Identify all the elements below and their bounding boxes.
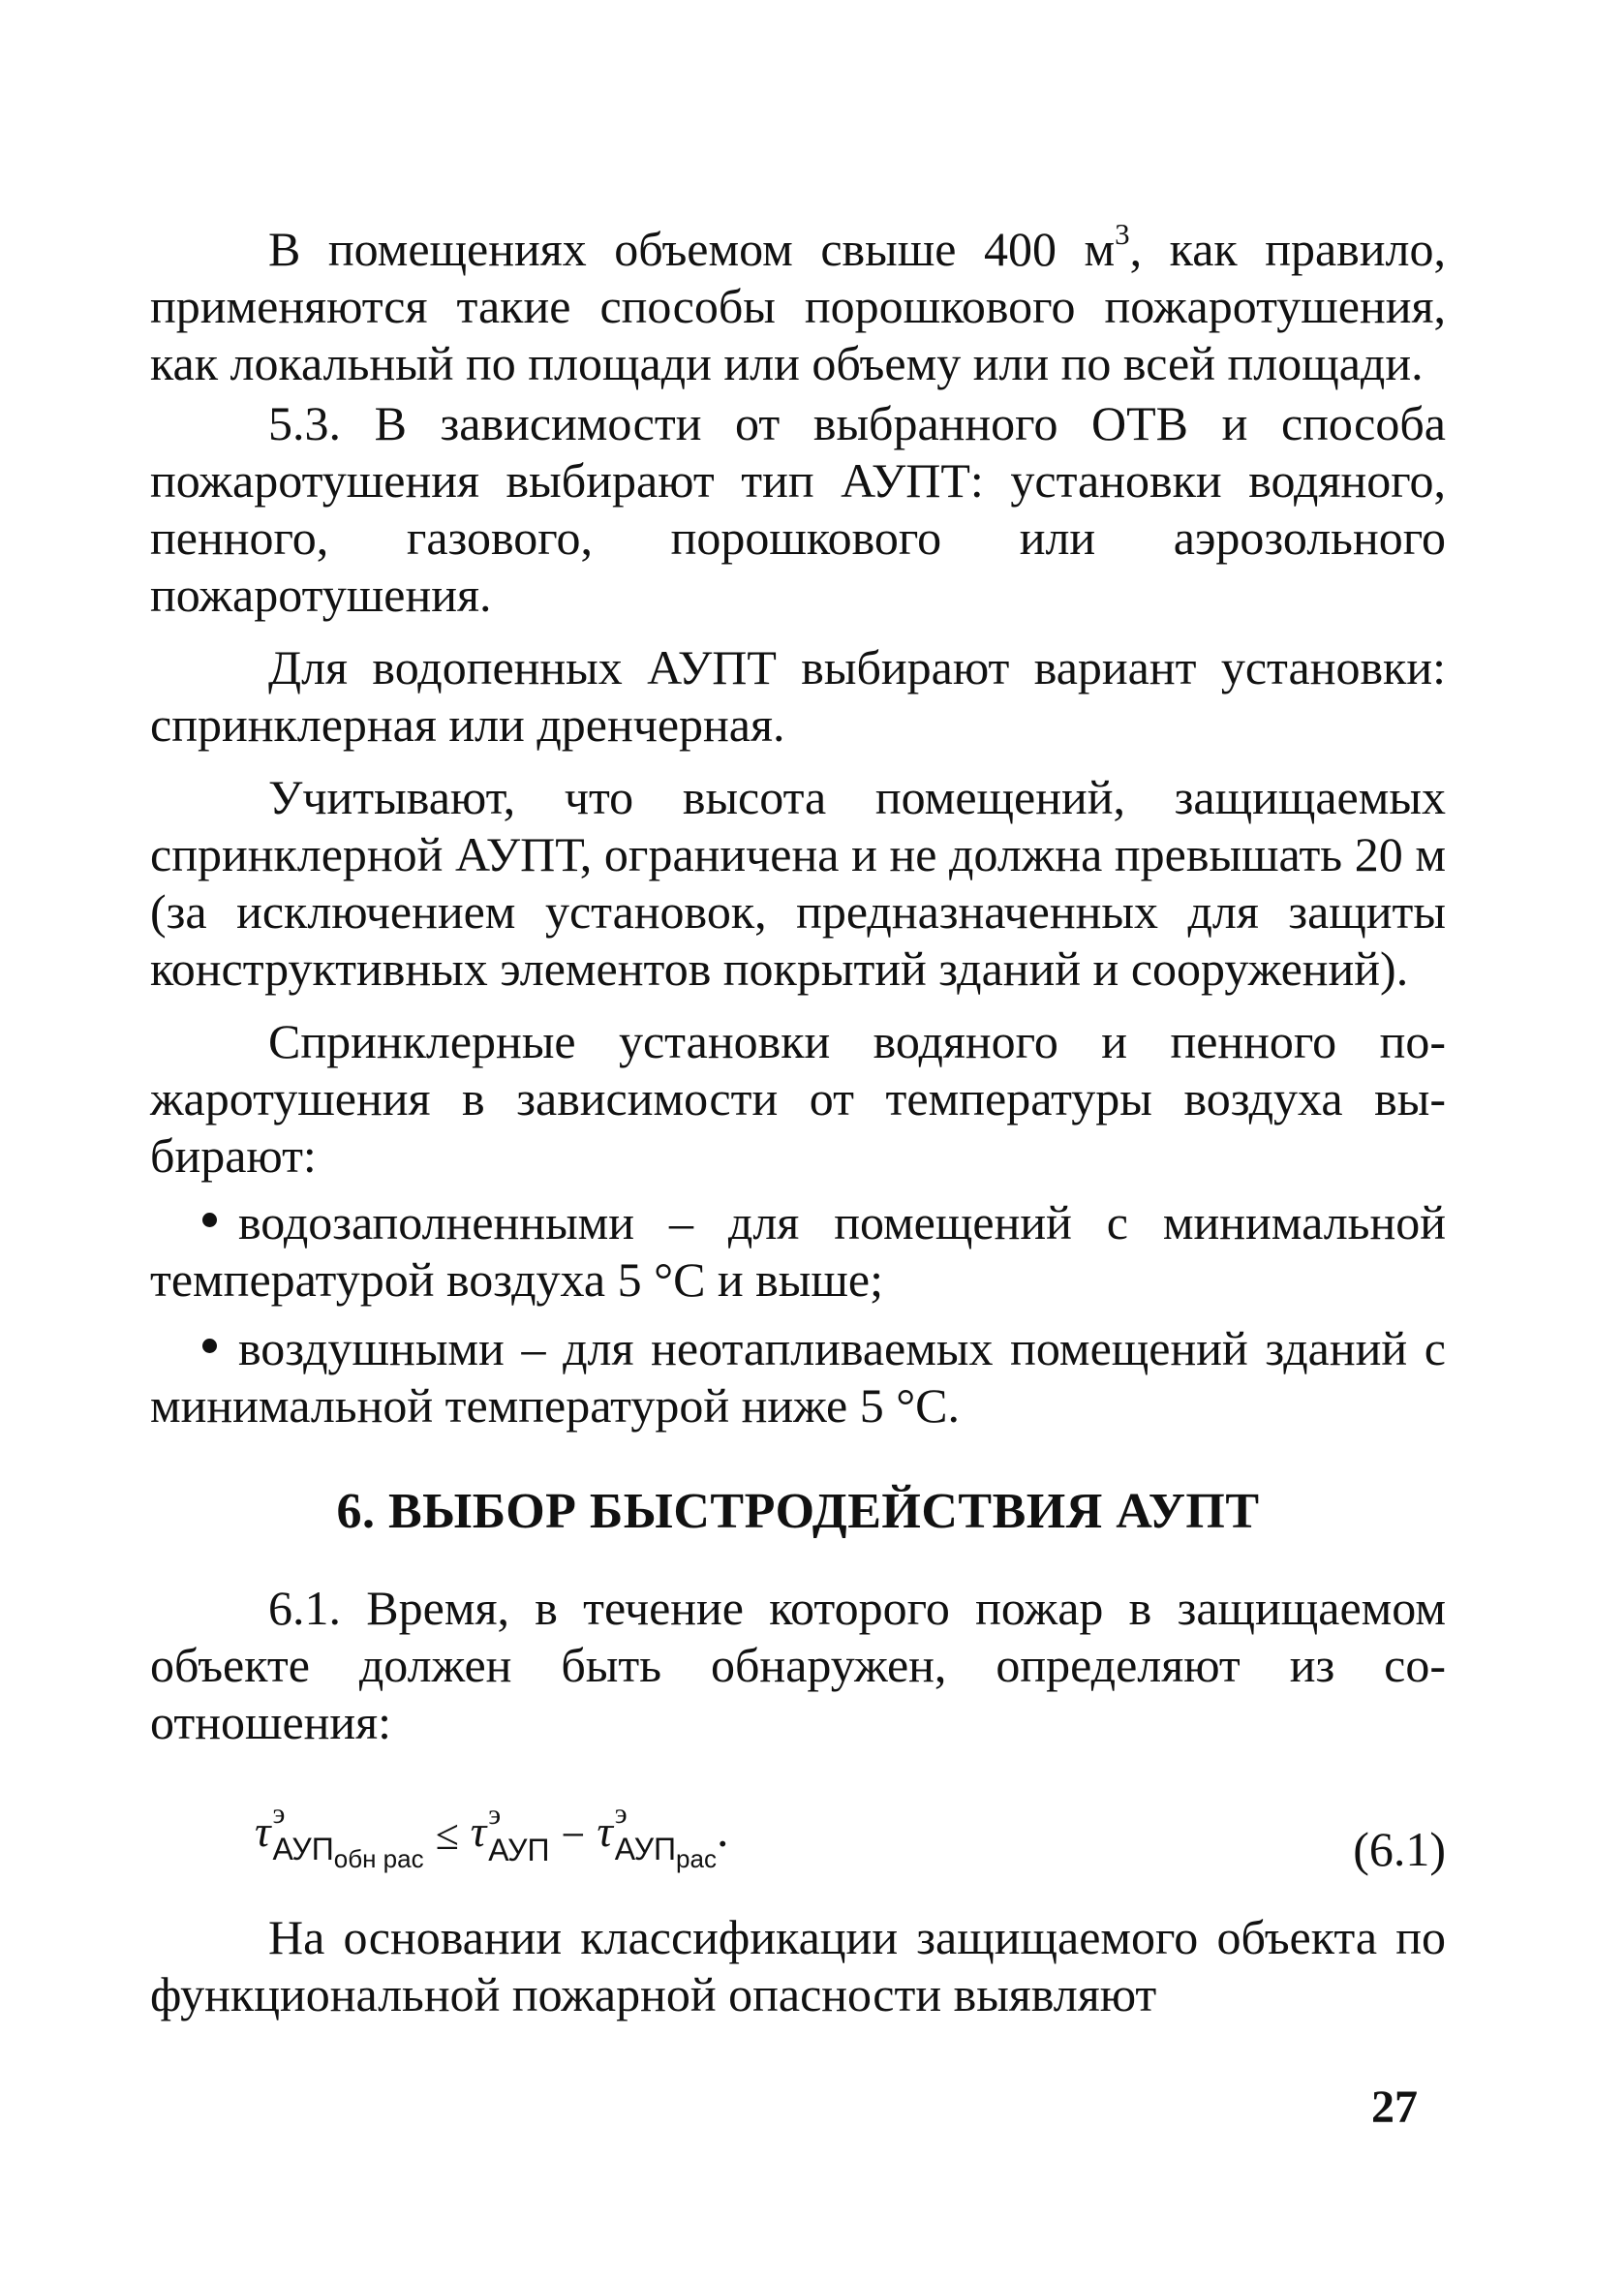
formula-superscript: э <box>488 1798 502 1831</box>
formula-sub-subscript: рас <box>676 1843 717 1873</box>
paragraph-6-1: 6.1. Время, в течение которого пожар в защищаемом объекте должен быть обнаружен, определяют из соотношения: <box>150 1581 1446 1749</box>
list-item-text: водозаполненными – для помещений с минимальной температурой воздуха 5 °С и выше; <box>150 1195 1446 1307</box>
formula-superscript: э <box>614 1797 628 1830</box>
paragraph-5-3: 5.3. В зависимости от выбранного ОТВ и способа пожаротушения выбирают тип АУПТ: установки водяного, пенного, газового, порошкового или аэрозольного пожаротушения. <box>150 396 1446 622</box>
formula-subscript: $АУП_{рас}$ <box>614 1831 717 1873</box>
section-heading: 6. ВЫБОР БЫСТРОДЕЙСТВИЯ АУПТ <box>336 1484 1260 1539</box>
page-content <box>150 217 1446 2023</box>
list-item-text: воздушными – для неотапливаемых помещений зданий с минимальной температурой ниже 5 °С. <box>150 1321 1446 1433</box>
formula-sub-subscript: обн рас <box>333 1843 424 1873</box>
paragraph-text: В помещениях объемом свыше 400 м <box>268 222 1116 276</box>
formula-index <box>614 1797 717 1873</box>
bullet-icon <box>202 1339 217 1353</box>
cubic-superscript: 3 <box>1115 217 1130 251</box>
paragraph-sprinkler-types: Спринклерные установки водяного и пенного пожаротушения в зависимости от температуры воздуха выбирают: <box>150 1014 1446 1183</box>
tau-symbol: τ <box>470 1806 487 1856</box>
formula-number: (6.1) <box>1353 1822 1446 1876</box>
formula-expression <box>255 1797 729 1873</box>
formula-end-dot: . <box>716 1803 729 1857</box>
paragraph-text: , как правило, применяются такие способы порошкового пожаротушения, как локальный по площади или объему или по всей площади. <box>150 222 1446 390</box>
tau-symbol: τ <box>597 1806 613 1856</box>
paragraph-classification: На основании классификации защищаемого объекта по функциональной пожарной опасности выявляют <box>150 1910 1446 2021</box>
formula-superscript: э <box>272 1797 286 1830</box>
formula-subscript: АУП <box>488 1832 550 1867</box>
paragraph-sprinkler-height: Учитывают, что высота помещений, защищаемых спринклерной АУПТ, ограничена и не должна превышать 20 м (за исключением установок, предназначенных для защиты конструктивных элементов покрытий зданий и сооружений). <box>150 770 1446 996</box>
bullet-list <box>150 1194 1446 1434</box>
formula-index <box>488 1798 550 1867</box>
paragraph-water-foam: Для водопенных АУПТ выбирают вариант установки: спринклерная или дренчерная. <box>150 640 1446 752</box>
leq-sign: ≤ <box>435 1811 459 1860</box>
formula-subscript: $АУП_{обн рас}$ <box>272 1831 424 1873</box>
minus-sign: − <box>561 1811 586 1860</box>
paragraph-powder-extinguishing <box>150 217 1446 392</box>
formula-index <box>272 1797 424 1873</box>
page-number: 27 <box>1371 2082 1418 2133</box>
list-item <box>150 1320 1446 1434</box>
formula-6-1 <box>150 1780 1446 1882</box>
bullet-icon <box>202 1213 217 1227</box>
list-item <box>150 1194 1446 1309</box>
tau-symbol: τ <box>255 1806 271 1856</box>
